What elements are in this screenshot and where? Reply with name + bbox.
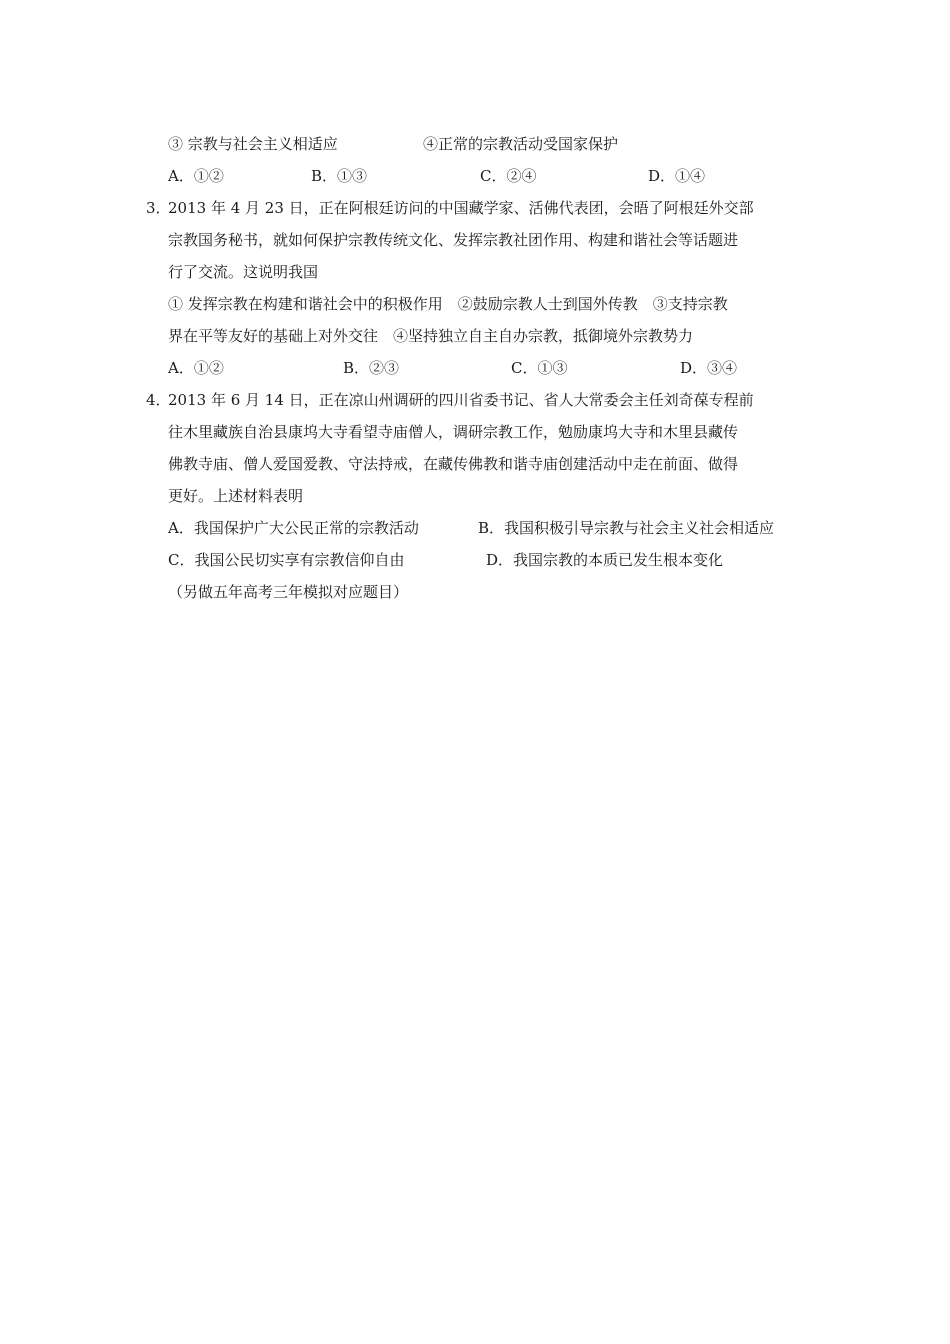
option-d: D．①④ bbox=[648, 167, 706, 185]
question-text-line: 宗教国务秘书，就如何保护宗教传统文化、发挥宗教社团作用、构建和谐社会等话题进 bbox=[168, 231, 739, 249]
statement-4: ④正常的宗教活动受国家保护 bbox=[423, 135, 619, 153]
option-c: C．①③ bbox=[511, 359, 568, 377]
question-text-line: 2013 年 6 月 14 日，正在凉山州调研的四川省委书记、省人大常委会主任刘奇葆专程前 bbox=[168, 391, 754, 409]
question-text-line: 往木里藏族自治县康坞大寺看望寺庙僧人，调研宗教工作，勉励康坞大寺和木里县藏传 bbox=[168, 423, 739, 441]
question-text-line: 更好。上述材料表明 bbox=[168, 487, 304, 505]
option-c: C．我国公民切实享有宗教信仰自由 bbox=[168, 551, 405, 569]
option-a: A．我国保护广大公民正常的宗教活动 bbox=[168, 519, 419, 537]
question-text-line: ① 发挥宗教在构建和谐社会中的积极作用 ②鼓励宗教人士到国外传教 ③支持宗教 bbox=[168, 295, 728, 313]
question-number: 4． bbox=[146, 391, 171, 409]
question-text-line: 2013 年 4 月 23 日，正在阿根廷访问的中国藏学家、活佛代表团，会晤了阿根廷外交部 bbox=[168, 199, 754, 217]
question-text-line: 行了交流。这说明我国 bbox=[168, 263, 319, 281]
option-a: A．①② bbox=[168, 359, 224, 377]
practice-note: （另做五年高考三年模拟对应题目） bbox=[168, 583, 409, 601]
option-b: B．我国积极引导宗教与社会主义社会相适应 bbox=[478, 519, 775, 537]
statement-3: ③ 宗教与社会主义相适应 bbox=[168, 135, 338, 153]
option-d: D．③④ bbox=[680, 359, 738, 377]
option-b: B．②③ bbox=[343, 359, 400, 377]
question-text-line: 佛教寺庙、僧人爱国爱教、守法持戒，在藏传佛教和谐寺庙创建活动中走在前面、做得 bbox=[168, 455, 739, 473]
option-a: A．①② bbox=[168, 167, 224, 185]
question-text-line: 界在平等友好的基础上对外交往 ④坚持独立自主自办宗教，抵御境外宗教势力 bbox=[168, 327, 694, 345]
option-d: D．我国宗教的本质已发生根本变化 bbox=[486, 551, 724, 569]
question-number: 3． bbox=[146, 199, 171, 217]
option-b: B．①③ bbox=[311, 167, 368, 185]
option-c: C．②④ bbox=[480, 167, 537, 185]
